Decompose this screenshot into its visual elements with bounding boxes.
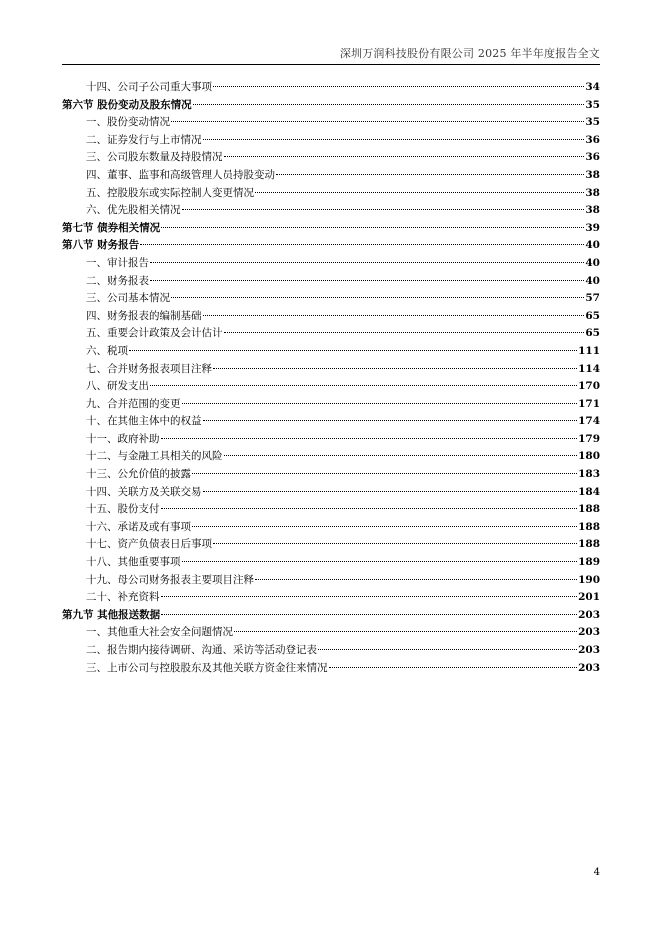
toc-entry-label: 一、其他重大社会安全问题情况 xyxy=(86,626,233,639)
toc-section-entry[interactable] xyxy=(62,97,600,115)
toc-entry-label: 十四、关联方及关联交易 xyxy=(86,485,202,498)
toc-entry[interactable] xyxy=(62,396,600,414)
toc-dot-leader xyxy=(182,209,585,210)
toc-entry[interactable] xyxy=(62,79,600,97)
toc-entry[interactable] xyxy=(62,624,600,642)
toc-dot-leader xyxy=(203,139,585,140)
toc-dot-leader xyxy=(182,403,578,404)
toc-entry[interactable] xyxy=(62,167,600,185)
toc-entry-page: 188 xyxy=(578,538,600,551)
toc-entry[interactable] xyxy=(62,185,600,203)
toc-entry-page: 114 xyxy=(578,362,600,375)
toc-entry-label: 二、报告期内接待调研、沟通、采访等活动登记表 xyxy=(86,644,317,656)
toc-entry-page: 65 xyxy=(585,327,600,340)
toc-entry-page: 201 xyxy=(578,591,600,604)
toc-dot-leader xyxy=(171,121,584,122)
toc-entry-page: 203 xyxy=(578,661,600,674)
table-of-contents xyxy=(62,79,600,677)
toc-dot-leader xyxy=(161,508,578,509)
toc-entry-label: 十八、其他重要事项 xyxy=(86,556,181,569)
toc-entry-label: 十七、资产负债表日后事项 xyxy=(86,538,212,551)
toc-entry-label: 十六、承诺及或有事项 xyxy=(86,520,191,533)
toc-entry-label: 十三、公允价值的披露 xyxy=(86,468,191,481)
toc-dot-leader xyxy=(224,332,585,333)
toc-entry-label: 十、在其他主体中的权益 xyxy=(86,415,202,428)
toc-entry-page: 190 xyxy=(578,573,600,586)
toc-entry-label: 第六节 股份变动及股东情况 xyxy=(62,98,192,111)
toc-entry[interactable] xyxy=(62,589,600,607)
toc-entry-label: 八、研发支出 xyxy=(86,380,149,393)
toc-entry-label: 四、董事、监事和高级管理人员持股变动 xyxy=(86,168,275,181)
toc-dot-leader xyxy=(150,262,584,263)
toc-entry-page: 183 xyxy=(578,468,600,481)
toc-entry-label: 三、公司基本情况 xyxy=(86,292,170,305)
toc-entry-label: 十一、政府补助 xyxy=(86,432,160,445)
toc-entry-page: 35 xyxy=(585,98,600,111)
toc-entry-label: 九、合并范围的变更 xyxy=(86,397,181,410)
toc-dot-leader xyxy=(213,86,584,87)
toc-entry-page: 189 xyxy=(578,556,600,569)
toc-entry[interactable] xyxy=(62,361,600,379)
toc-entry[interactable] xyxy=(62,325,600,343)
toc-entry-label: 三、公司股东数量及持股情况 xyxy=(86,151,223,164)
toc-entry-page: 203 xyxy=(578,644,600,656)
toc-entry-page: 38 xyxy=(585,186,600,199)
toc-entry[interactable] xyxy=(62,660,600,678)
page-number: 4 xyxy=(593,867,600,878)
toc-entry-page: 188 xyxy=(578,520,600,533)
toc-entry-label: 五、重要会计政策及会计估计 xyxy=(86,327,223,340)
toc-entry-page: 203 xyxy=(578,608,600,621)
toc-dot-leader xyxy=(150,280,584,281)
document-header-title: 深圳万润科技股份有限公司 2025 年半年度报告全文 xyxy=(339,47,600,60)
toc-entry-label: 四、财务报表的编制基础 xyxy=(86,309,202,322)
toc-dot-leader xyxy=(234,631,577,632)
toc-entry-page: 38 xyxy=(585,204,600,217)
toc-entry[interactable] xyxy=(62,378,600,396)
toc-dot-leader xyxy=(255,579,577,580)
toc-entry-page: 35 xyxy=(585,116,600,129)
toc-dot-leader xyxy=(193,104,585,105)
toc-dot-leader xyxy=(318,649,577,650)
toc-entry[interactable] xyxy=(62,484,600,502)
toc-entry-page: 174 xyxy=(578,415,600,428)
toc-entry-page: 57 xyxy=(585,292,600,305)
toc-dot-leader xyxy=(213,368,577,369)
toc-entry[interactable] xyxy=(62,273,600,291)
toc-entry-page: 40 xyxy=(585,256,600,269)
toc-entry[interactable] xyxy=(62,519,600,537)
toc-entry-page: 40 xyxy=(585,274,600,287)
toc-dot-leader xyxy=(129,350,577,351)
toc-entry-page: 170 xyxy=(578,380,600,393)
toc-entry-label: 十九、母公司财务报表主要项目注释 xyxy=(86,573,254,586)
toc-dot-leader xyxy=(192,473,577,474)
toc-entry-label: 三、上市公司与控股股东及其他关联方资金往来情况 xyxy=(86,661,328,674)
toc-entry-page: 180 xyxy=(578,450,600,463)
toc-entry-label: 五、控股股东或实际控制人变更情况 xyxy=(86,186,254,199)
toc-entry[interactable] xyxy=(62,431,600,449)
toc-dot-leader xyxy=(182,561,578,562)
toc-dot-leader xyxy=(203,420,578,421)
toc-entry-page: 171 xyxy=(578,397,600,410)
toc-entry-page: 39 xyxy=(585,221,600,234)
toc-entry[interactable] xyxy=(62,466,600,484)
toc-section-entry[interactable] xyxy=(62,237,600,255)
toc-dot-leader xyxy=(224,156,585,157)
toc-entry[interactable] xyxy=(62,536,600,554)
toc-dot-leader xyxy=(213,543,577,544)
toc-entry-page: 188 xyxy=(578,503,600,516)
toc-dot-leader xyxy=(161,614,577,615)
toc-entry[interactable] xyxy=(62,554,600,572)
toc-dot-leader xyxy=(224,455,578,456)
toc-entry-page: 34 xyxy=(585,81,600,93)
toc-entry[interactable] xyxy=(62,343,600,361)
toc-dot-leader xyxy=(203,491,578,492)
toc-entry[interactable] xyxy=(62,501,600,519)
toc-entry-page: 179 xyxy=(578,432,600,445)
toc-dot-leader xyxy=(276,174,584,175)
toc-entry-label: 二十、补充资料 xyxy=(86,591,160,604)
toc-dot-leader xyxy=(161,596,578,597)
toc-entry-page: 36 xyxy=(585,133,600,146)
toc-entry-label: 第七节 债券相关情况 xyxy=(62,221,161,234)
toc-entry-label: 一、股份变动情况 xyxy=(86,116,170,129)
toc-entry-page: 203 xyxy=(578,626,600,639)
toc-entry-label: 十五、股份支付 xyxy=(86,503,160,516)
toc-entry-label: 六、税项 xyxy=(86,344,128,357)
toc-entry-page: 36 xyxy=(585,151,600,164)
toc-entry-label: 第九节 其他报送数据 xyxy=(62,608,161,621)
toc-entry-label: 六、优先股相关情况 xyxy=(86,204,181,217)
toc-entry[interactable] xyxy=(62,202,600,220)
toc-dot-leader xyxy=(150,385,577,386)
toc-entry-page: 38 xyxy=(585,168,600,181)
toc-dot-leader xyxy=(161,438,578,439)
toc-entry[interactable] xyxy=(62,642,600,660)
toc-entry-label: 七、合并财务报表项目注释 xyxy=(86,362,212,375)
toc-entry-label: 第八节 财务报告 xyxy=(62,239,140,252)
toc-dot-leader xyxy=(203,315,585,316)
toc-dot-leader xyxy=(192,526,577,527)
toc-entry[interactable] xyxy=(62,149,600,167)
toc-section-entry[interactable] xyxy=(62,607,600,625)
toc-entry[interactable] xyxy=(62,132,600,150)
toc-entry-label: 一、审计报告 xyxy=(86,256,149,269)
toc-section-entry[interactable] xyxy=(62,220,600,238)
toc-dot-leader xyxy=(140,244,584,245)
toc-dot-leader xyxy=(171,297,584,298)
toc-entry[interactable] xyxy=(62,413,600,431)
toc-entry[interactable] xyxy=(62,255,600,273)
toc-entry-page: 184 xyxy=(578,485,600,498)
toc-entry-page: 40 xyxy=(585,239,600,252)
toc-entry[interactable] xyxy=(62,308,600,326)
header-divider xyxy=(62,64,600,65)
toc-entry-label: 二、证券发行与上市情况 xyxy=(86,133,202,146)
toc-entry[interactable] xyxy=(62,572,600,590)
toc-entry[interactable] xyxy=(62,114,600,132)
toc-entry-page: 65 xyxy=(585,309,600,322)
toc-entry-label: 十四、公司子公司重大事项 xyxy=(86,81,212,93)
toc-entry-page: 111 xyxy=(578,344,600,357)
toc-entry[interactable] xyxy=(62,448,600,466)
toc-dot-leader xyxy=(329,667,578,668)
toc-entry-label: 二、财务报表 xyxy=(86,274,149,287)
toc-entry-label: 十二、与金融工具相关的风险 xyxy=(86,450,223,463)
toc-entry[interactable] xyxy=(62,290,600,308)
toc-dot-leader xyxy=(255,192,584,193)
toc-dot-leader xyxy=(161,227,584,228)
